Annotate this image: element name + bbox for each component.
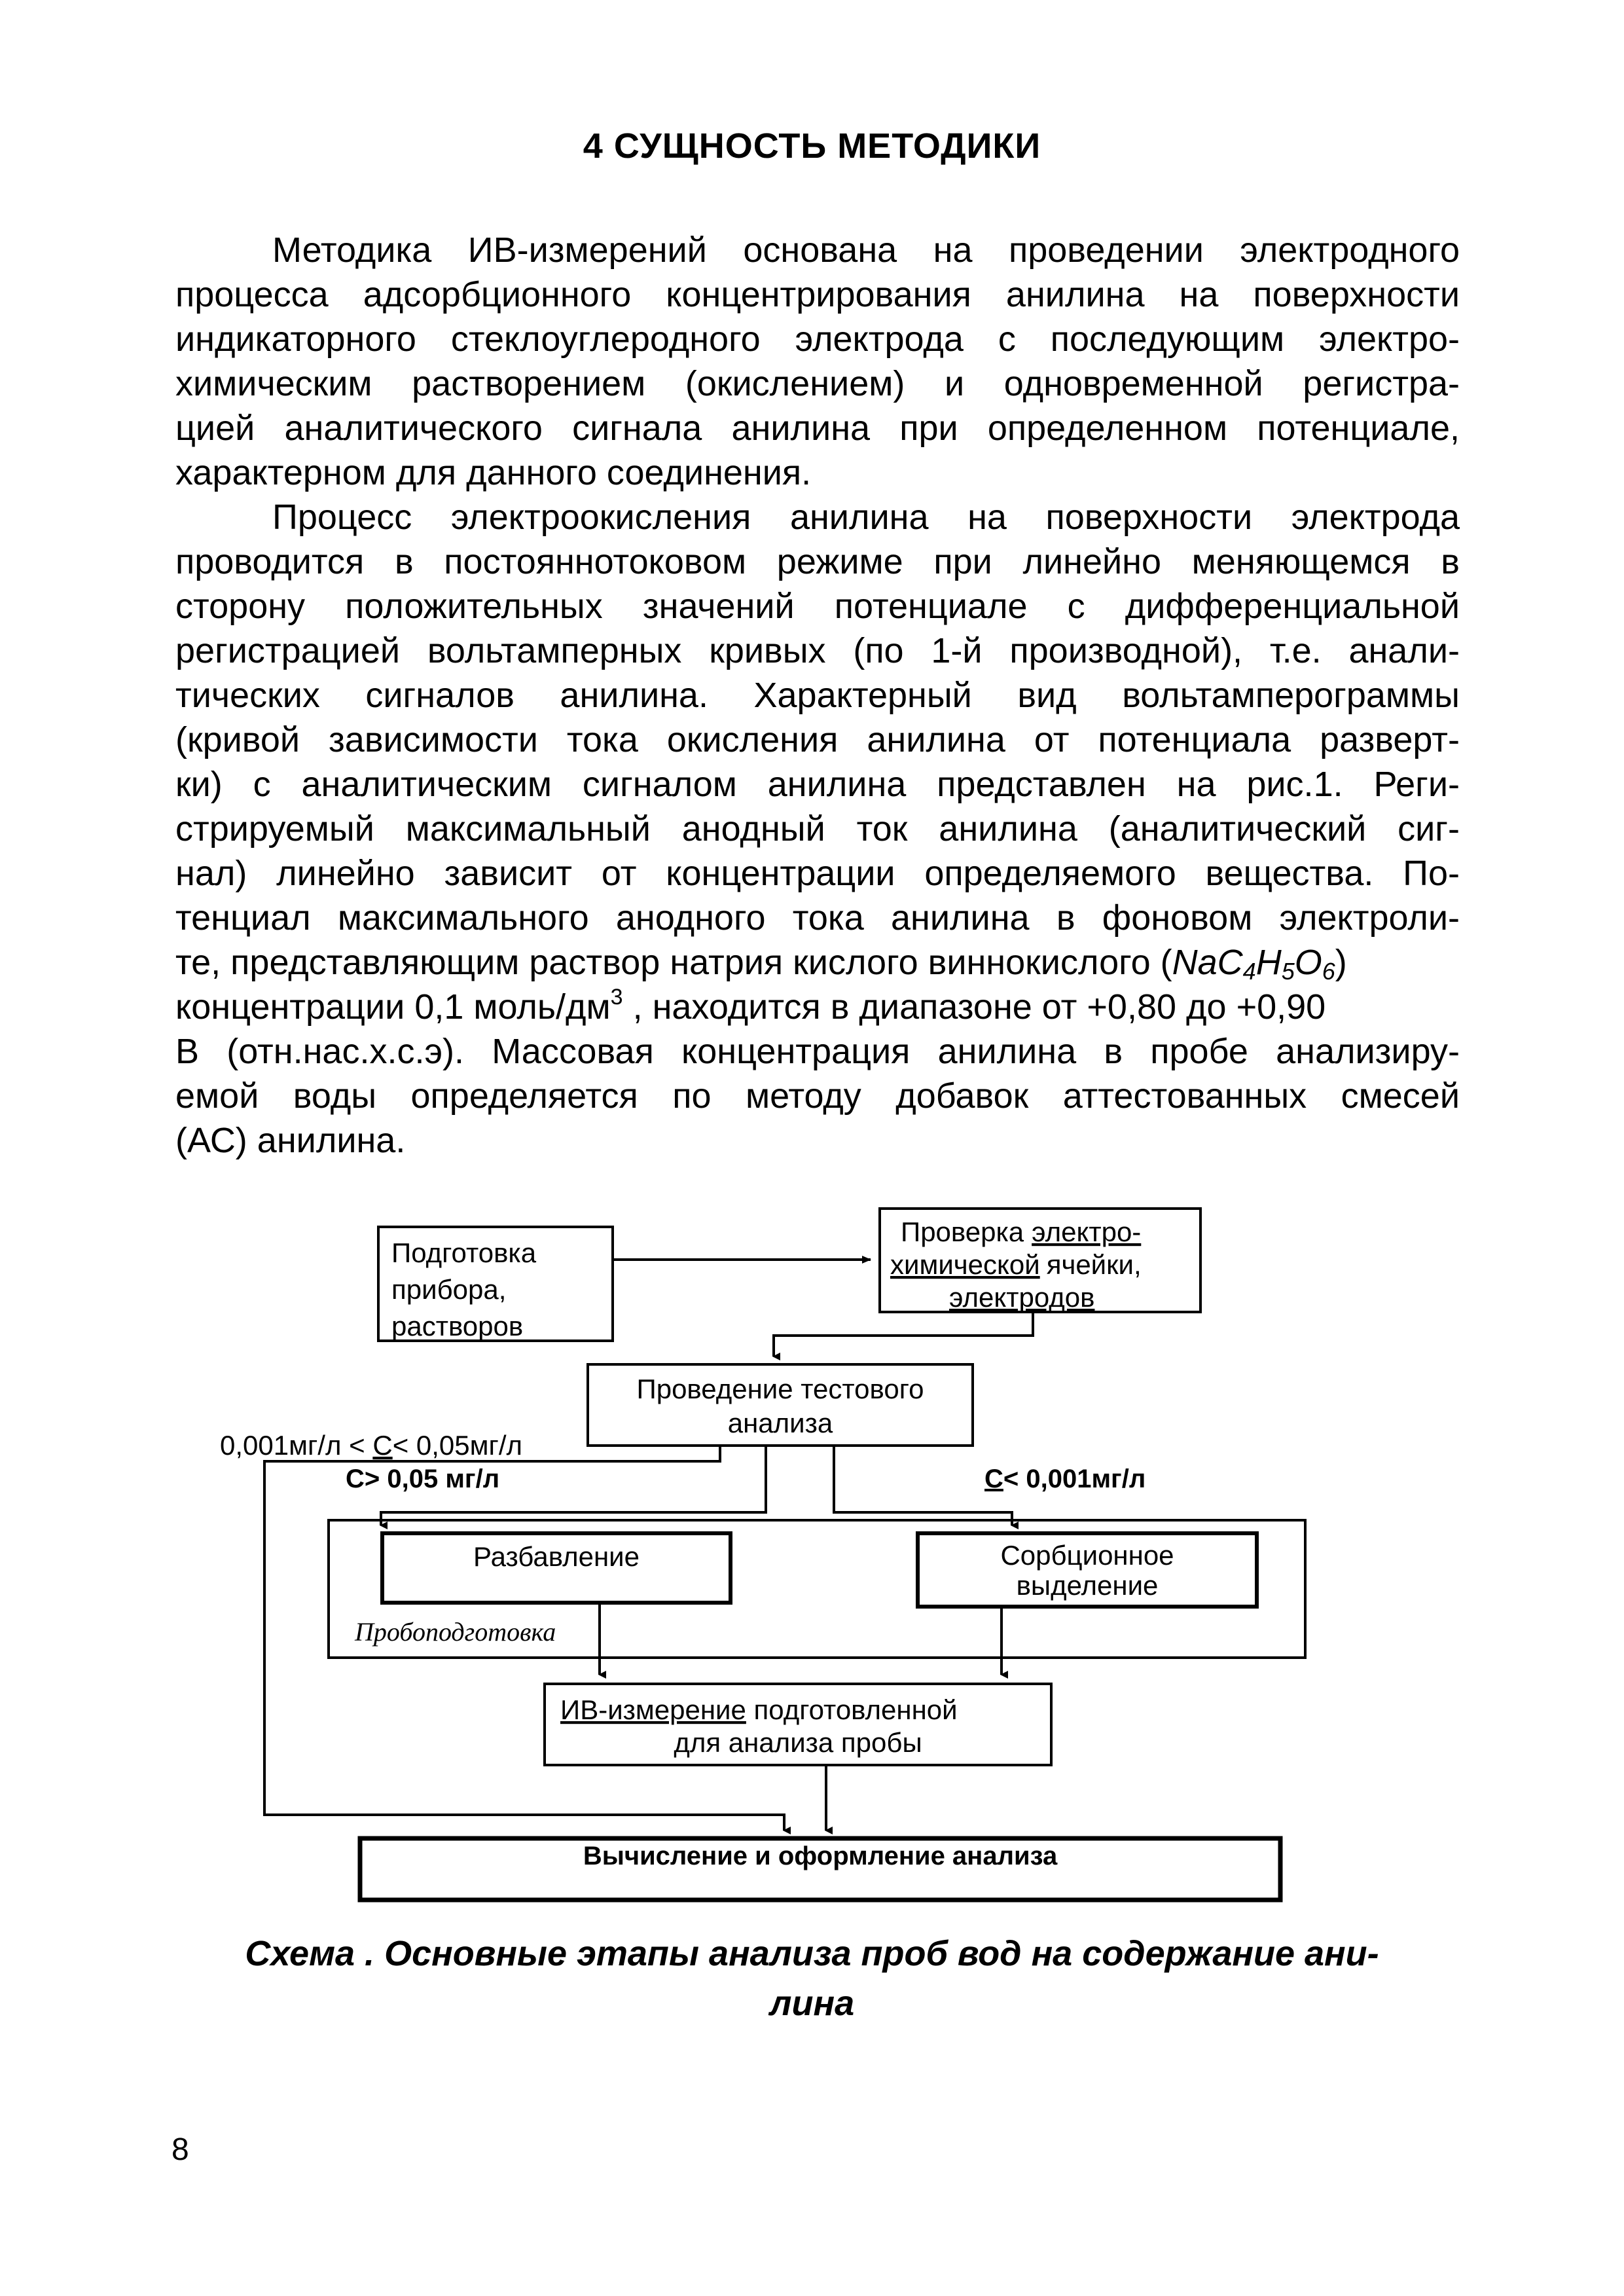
check-to-test-connector: [774, 1312, 1033, 1357]
section-title: 4 СУЩНОСТЬ МЕТОДИКИ: [583, 126, 1041, 166]
paragraph-2-line: тических сигналов анилина. Характерный вид вольтамперограммы: [175, 676, 1460, 715]
formula-line: [175, 940, 1460, 985]
paragraph-2-line: ки) с аналитическим сигналом анилина представлен на рис.1. Реги-: [175, 765, 1460, 804]
sorption-box-line: выделение: [1016, 1570, 1159, 1601]
paragraph-1-line: Методика ИВ-измерений основана на проведении электродного: [272, 230, 1460, 270]
sample-prep-group-label: Пробоподготовка: [355, 1617, 556, 1647]
paragraph-2-line: сторону положительных значений потенциале с дифференциальной: [175, 587, 1460, 626]
paragraph-1-line: характерном для данного соединения.: [175, 453, 812, 492]
unit-line-suffix: , находится в диапазоне от +0,80 до +0,90: [623, 987, 1326, 1027]
unit-line: [175, 985, 1460, 1029]
paragraph-2-line: Процесс электроокисления анилина на поверхности электрода: [272, 498, 1460, 537]
range-label: 0,001мг/л < С< 0,05мг/л: [220, 1430, 522, 1461]
formula-line-prefix: те, представляющим раствор натрия кислого виннокислого (: [175, 943, 1172, 982]
unit-line-prefix: концентрации 0,1 моль/дм: [175, 987, 611, 1027]
paragraph-2-line: В (отн.нас.х.с.э). Массовая концентрация анилина в пробе анализиру-: [175, 1032, 1460, 1071]
paragraph-1-line: химическим растворением (окислением) и одновременной регистра-: [175, 364, 1460, 403]
chemical-formula: $NaC_4H_5O_6$: [1172, 943, 1335, 985]
high-concentration-label: С> 0,05 мг/л: [346, 1465, 500, 1493]
paragraph-2-line: регистрацией вольтамперных кривых (по 1-й производной), т.е. анали-: [175, 631, 1460, 670]
figure-caption: [0, 1929, 1624, 2028]
measure-box-line2: для анализа пробы: [674, 1727, 922, 1758]
paragraph-2-line: проводится в постояннотоковом режиме при линейно меняющемся в: [175, 542, 1460, 581]
test-box-line: Проведение тестового: [636, 1374, 924, 1404]
paragraph-2-line: тенциал максимального анодного тока анилина в фоновом электроли-: [175, 898, 1460, 938]
caption-line: Схема . Основные этапы анализа проб вод на содержание ани-: [245, 1934, 1379, 1973]
paragraph-2-line: емой воды определяется по методу добавок аттестованных смесей: [175, 1076, 1460, 1116]
check-box-line3: электродов: [949, 1282, 1095, 1313]
paragraph-2-line: стрируемый максимальный анодный ток анилина (аналитический сиг-: [175, 809, 1460, 848]
body-text: [175, 228, 1460, 1163]
prep-box-line: прибора,: [391, 1274, 507, 1305]
test-box-line: анализа: [727, 1408, 833, 1438]
measure-box-line1: ИВ-измерение подготовленной: [560, 1694, 958, 1725]
dilution-box-label: Разбавление: [473, 1541, 640, 1572]
paragraph-1-line: процесса адсорбционного концентрирования анилина на поверхности: [175, 275, 1460, 314]
prep-box-line: Подготовка: [391, 1237, 537, 1268]
check-box-line1: Проверка электро-: [901, 1216, 1142, 1247]
prep-box-line: растворов: [391, 1311, 524, 1341]
page-number: 8: [171, 2132, 189, 2167]
paragraph-1-line: цией аналитического сигнала анилина при определенном потенциале,: [175, 409, 1460, 448]
check-box-line2: химической ячейки,: [890, 1249, 1142, 1280]
sorption-box-line: Сорбционное: [1000, 1540, 1174, 1571]
calc-box-label: Вычисление и оформление анализа: [583, 1842, 1058, 1870]
low-concentration-label: С< 0,001мг/л: [984, 1465, 1146, 1493]
paragraph-2-line: нал) линейно зависит от концентрации определяемого вещества. По-: [175, 854, 1460, 893]
formula-line-suffix: ): [1335, 943, 1347, 982]
caption-line: лина: [769, 1984, 855, 2023]
paragraph-1-line: индикаторного стеклоуглеродного электрода с последующим электро-: [175, 319, 1460, 359]
unit-superscript: 3: [610, 985, 623, 1010]
paragraph-2-last-line: (АС) анилина.: [175, 1121, 406, 1160]
paragraph-2-line: (кривой зависимости тока окисления анилина от потенциала разверт-: [175, 720, 1460, 759]
